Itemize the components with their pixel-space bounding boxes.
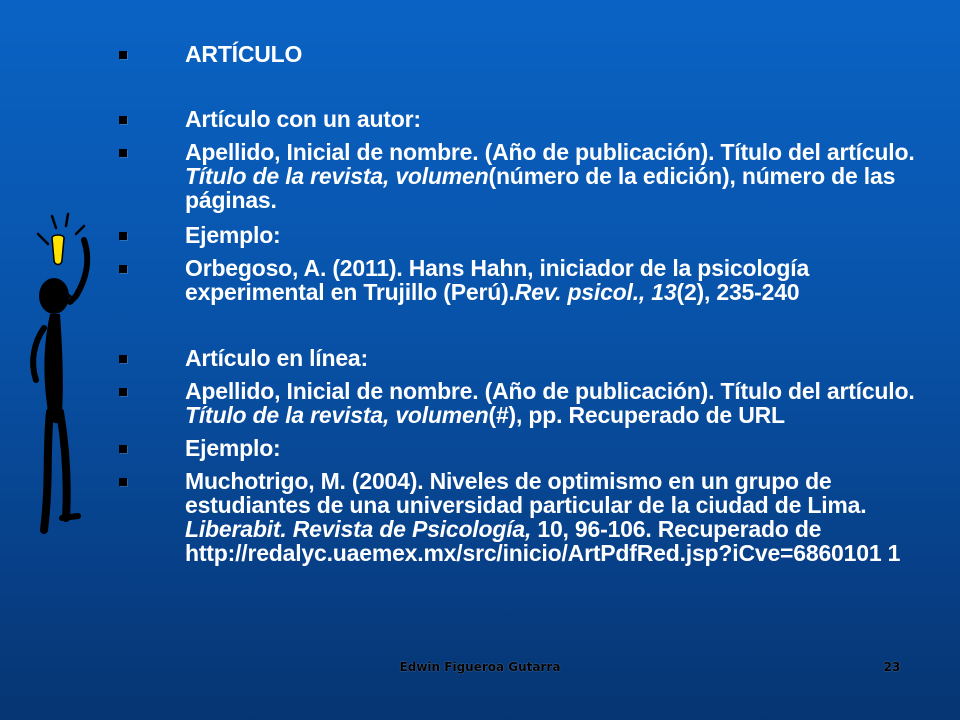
example-1-italic: Rev. psicol., 13 — [514, 279, 677, 305]
example-label-2-text: Ejemplo: — [185, 435, 281, 461]
format-1-text-end: (número de la edición), número de las páginas. — [185, 163, 896, 213]
list-item-format-2 — [118, 379, 918, 427]
section-author-text: Artículo con un autor: — [185, 106, 421, 132]
format-2-italic: Título de la revista, volumen — [185, 402, 489, 428]
square-bullet-icon — [119, 478, 127, 486]
list-item-section-author — [118, 107, 918, 131]
list-item-example-label-2 — [118, 436, 918, 460]
page-number: 23 — [883, 660, 901, 674]
format-1-text: Apellido, Inicial de nombre. (Año de publicación). Título del artículo. — [185, 139, 915, 165]
square-bullet-icon — [119, 445, 127, 453]
square-bullet-icon — [119, 265, 127, 273]
square-bullet-icon — [119, 149, 127, 157]
list-item-heading — [118, 42, 918, 66]
example-2-italic: Liberabit. Revista de Psicología, — [185, 516, 532, 542]
bullet-list — [118, 42, 918, 565]
list-item-format-1 — [118, 140, 918, 212]
format-2-text-end: (#), pp. Recuperado de URL — [488, 402, 785, 428]
heading-text: ARTÍCULO — [185, 41, 303, 67]
example-2-text: Muchotrigo, M. (2004). Niveles de optimismo en un grupo de estudiantes de una universidad particular de la ciudad de Lima. — [185, 468, 867, 518]
example-1-text-end: (2), 235-240 — [676, 279, 800, 305]
list-item-example-label-1 — [118, 223, 918, 247]
stick-figure-idea-icon — [22, 212, 106, 538]
list-item-example-2 — [118, 469, 918, 565]
square-bullet-icon — [119, 355, 127, 363]
list-item-example-1 — [118, 256, 918, 304]
list-item-section-online — [118, 346, 918, 370]
example-label-1-text: Ejemplo: — [185, 222, 281, 248]
section-online-text: Artículo en línea: — [185, 345, 368, 371]
square-bullet-icon — [119, 51, 127, 59]
example-2-text-end: 10, 96-106. Recuperado de http://redalyc.uaemex.mx/src/inicio/ArtPdfRed.jsp?iCve=6860101 1 — [185, 516, 901, 566]
square-bullet-icon — [119, 232, 127, 240]
square-bullet-icon — [119, 388, 127, 396]
format-2-text: Apellido, Inicial de nombre. (Año de publicación). Título del artículo. — [185, 378, 915, 404]
square-bullet-icon — [119, 116, 127, 124]
footer-author: Edwin Figueroa Gutarra — [399, 660, 561, 674]
example-1-text: Orbegoso, A. (2011). Hans Hahn, iniciador de la psicología experimental en Trujillo (Perú). — [185, 255, 810, 305]
format-1-italic: Título de la revista, volumen — [185, 163, 489, 189]
